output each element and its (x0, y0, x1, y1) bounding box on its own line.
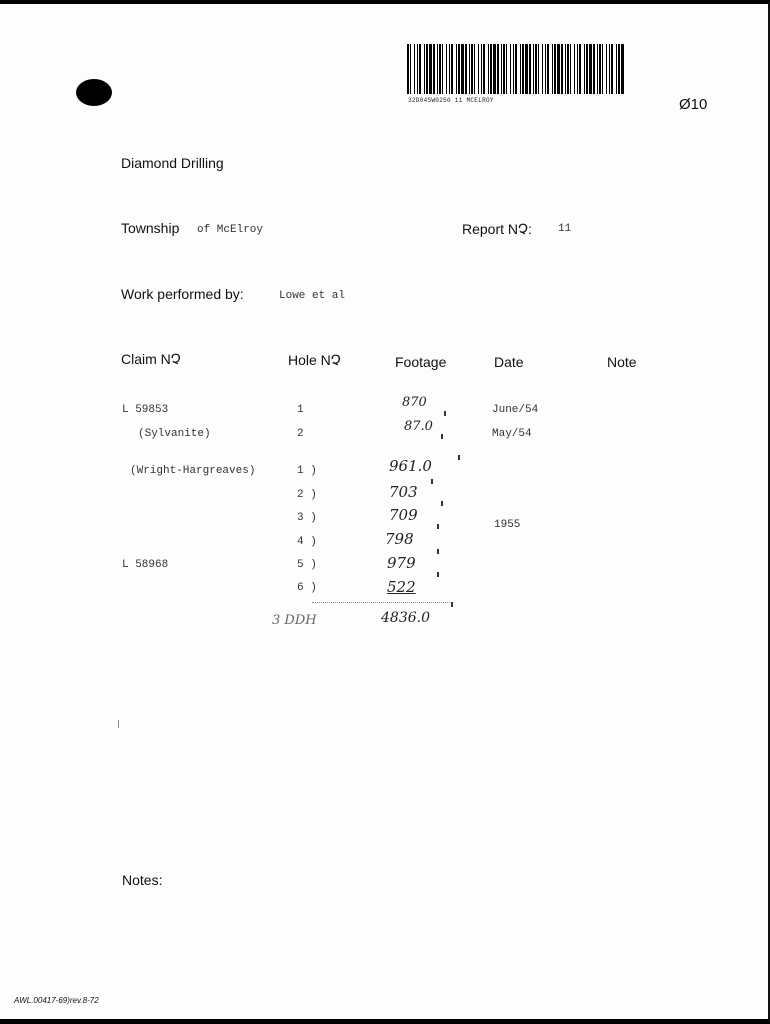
hole-number: 4 ) (297, 536, 317, 548)
footage-value: 870 (402, 395, 427, 410)
hole-number: 3 ) (297, 512, 317, 524)
date-value: June/54 (492, 404, 539, 416)
form-code: AWL.00417-69)rev.8-72 (14, 996, 99, 1005)
footage-value: 709 (389, 506, 418, 524)
hole-number: 1 ) (297, 465, 317, 477)
hole-number: 6 ) (297, 582, 317, 594)
date-value: May/54 (492, 428, 532, 440)
header-hole-no: Hole NՉ (288, 352, 341, 368)
ink-blot (76, 79, 112, 106)
notes-label: Notes: (122, 872, 163, 888)
footage-total: 4836.0 (381, 610, 430, 626)
header-note: Note (607, 354, 637, 370)
township-label: Township (121, 220, 180, 236)
township-value: of McElroy (197, 224, 264, 236)
header-claim-no: Claim NՉ (121, 351, 181, 367)
tick-mark (437, 524, 439, 529)
header-date: Date (494, 354, 524, 370)
sum-line (312, 602, 452, 603)
claim-number: L 58968 (122, 559, 169, 571)
report-label: Report NՉ: (462, 221, 532, 237)
tick-mark (437, 572, 439, 577)
total-holes-note: 3 DDH (272, 613, 317, 628)
work-performed-label: Work performed by: (121, 286, 244, 302)
stray-mark (118, 720, 119, 728)
date-value: 1955 (494, 519, 521, 531)
work-performed-value: Lowe et al (279, 290, 346, 302)
hole-number: 5 ) (297, 559, 317, 571)
barcode-text: 32D04SW0250 11 MCELROY (408, 97, 494, 104)
footage-value: 87.0 (404, 419, 433, 434)
footage-value: 522 (387, 578, 416, 596)
claim-number: L 59853 (122, 404, 169, 416)
tick-mark (437, 549, 439, 554)
footage-value: 798 (385, 530, 414, 548)
footage-value: 961.0 (389, 457, 432, 475)
report-value: 11 (558, 223, 572, 235)
footage-value: 979 (387, 554, 416, 572)
tick-mark (458, 455, 460, 460)
hole-number: 2 (297, 428, 304, 440)
hole-number: 1 (297, 404, 304, 416)
tick-mark (451, 602, 453, 607)
footage-value: 703 (389, 483, 418, 501)
tick-mark (431, 479, 433, 484)
tick-mark (441, 434, 443, 439)
claim-company: (Wright-Hargreaves) (130, 465, 256, 477)
tick-mark (441, 501, 443, 506)
page-code: Ø10 (679, 96, 708, 113)
hole-number: 2 ) (297, 489, 317, 501)
header-footage: Footage (395, 354, 447, 370)
form-title: Diamond Drilling (121, 155, 224, 171)
barcode-image (407, 44, 624, 94)
claim-company: (Sylvanite) (138, 428, 211, 440)
tick-mark (444, 411, 446, 416)
